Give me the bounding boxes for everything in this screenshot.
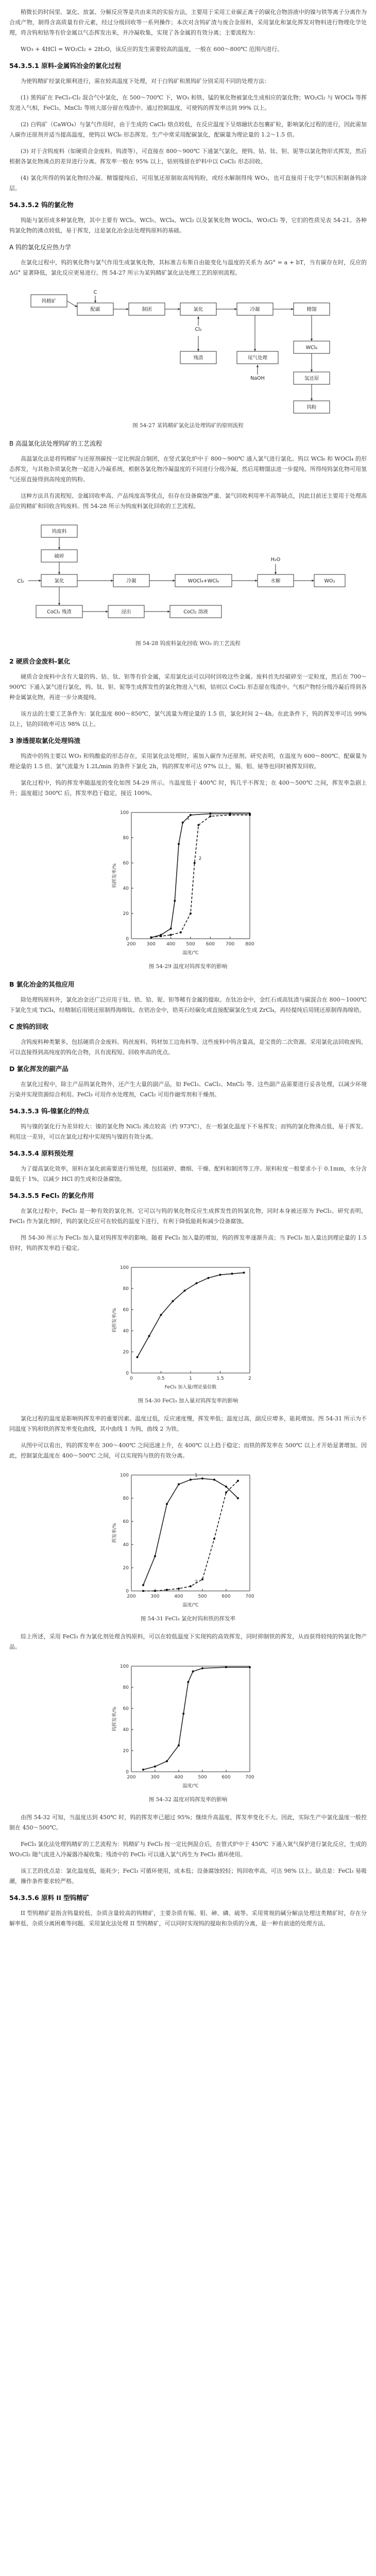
y-tick-label: 80	[123, 1286, 129, 1292]
x-tick-label: 400	[166, 942, 176, 947]
body-paragraph: WO₃ + 4HCl = WO₂Cl₂ + 2H₂O，该反应的发生需要较高的温度，一般在 600～800℃ 范围内进行。	[21, 46, 283, 53]
section-heading: 54.3.5.4 原料预处理	[9, 1149, 74, 1157]
flow-arrowhead	[234, 308, 237, 310]
x-tick-label: 0	[130, 1376, 133, 1381]
data-point	[172, 1300, 174, 1302]
data-point	[142, 1769, 144, 1771]
x-tick-label: 300	[150, 1775, 160, 1780]
y-axis-label: 钨挥发率/%	[112, 1706, 117, 1732]
x-tick-label: 700	[245, 1775, 254, 1780]
series-line-2	[151, 815, 250, 938]
data-point	[237, 1480, 239, 1482]
data-point	[187, 1681, 189, 1683]
x-tick-label: 200	[127, 942, 136, 947]
y-tick-label: 0	[126, 1371, 129, 1376]
section-heading: 3 渗透提取氯化处理钨渣	[9, 737, 81, 744]
flow-arrowhead	[311, 338, 313, 341]
flow-arrowhead	[311, 398, 313, 401]
body-paragraph: 含钨废料种类繁多，包括硬质合金废料、钨丝废料、钨材加工边角料等。这些废料中钨含量高，是宝贵的二次资源。采用氯化法回收废钨，可以直接得到高纯度的钨化合物，具有流程短、回收率高的优点。	[9, 1039, 367, 1056]
data-point	[170, 934, 172, 936]
node-distill: 精馏	[306, 307, 317, 313]
section-heading: C 废钨的回收	[9, 1023, 49, 1030]
y-axis-label: 钨挥发率/%	[112, 863, 117, 888]
body-paragraph: 在氯化过程中，钨的氧化物与氯气作用生成氯氧化物，其标准吉布斯自由能变化与温度的关系为 ΔG° = a + bT，当有碳存在时，反应的 ΔG° 显著降低，氯化反应更易进行。图 54-27 所示为某钨精矿氯化法处理工艺的原则流程。	[9, 259, 367, 276]
body-paragraph: 氯化过程中，钨的挥发率随温度的变化如图 54-29 所示。当温度低于 400℃ 时，钨几乎不挥发；在 400～500℃ 之间，挥发率急剧上升；温度超过 500℃ 后，挥发率趋于稳定，接近 100%。	[9, 779, 367, 796]
data-point	[150, 937, 152, 939]
flow-arrowhead	[94, 300, 96, 303]
data-point	[174, 900, 176, 902]
data-point	[213, 1538, 215, 1540]
node-pellet: 制团	[142, 307, 152, 313]
line-chart	[0, 1658, 376, 1792]
section-heading: A 钨的氯化反应热力学	[9, 244, 72, 251]
body-paragraph: (2) 白钨矿（CaWO₄）与氯气作用时，由于生成的 CaCl₂ 熔点较低，在反应温度下呈熔融状态包裹矿粒，影响氯化过程的进行，因此需加入碳作还原剂并适当提高温度，使钨以 WCl₆ 形态挥发。生产中常采用配碳氯化，配碳量为理论量的 1.2～1.5 倍。	[9, 121, 367, 138]
line-chart	[0, 1260, 376, 1394]
data-point	[197, 824, 199, 826]
flow-arrowhead	[126, 308, 129, 310]
flow-arrowhead	[178, 308, 180, 310]
data-point	[154, 1590, 156, 1592]
section-heading: 54.3.5.3 钨-镍氯化的特点	[9, 1107, 89, 1115]
node-h2-reduce: 氢还原	[304, 376, 319, 382]
data-point	[190, 814, 192, 816]
data-point	[142, 1584, 144, 1586]
y-tick-label: 100	[119, 1473, 129, 1478]
body-paragraph: (1) 黑钨矿在 FeCl₃-Cl₂ 混合气中氯化，在 500～700℃ 下，WO₃ 和铁、锰的氧化物被氯化生成相应的氯化物；WO₂Cl₂ 与 WOCl₄ 等挥发进入气相，FeCl₃、MnCl₂ 等则大部分留在残渣中。通过控制温度，可使钨的挥发率达到 99% 以上。	[9, 94, 367, 111]
data-point	[208, 1277, 210, 1279]
data-point	[160, 1314, 162, 1316]
node-ore: 钨精矿	[41, 298, 57, 304]
node-hydrolysis: 水解	[270, 578, 281, 584]
input-naoh: NaOH	[250, 376, 265, 381]
node-offgas: 尾气处理	[247, 355, 268, 361]
data-point	[190, 1479, 192, 1481]
body-paragraph: FeCl₃ 氯化法处理钨精矿的工艺流程为：钨精矿与 FeCl₃ 按一定比例混合后，在管式炉中于 450℃ 下通入氮气保护进行氯化反应，生成的 WO₂Cl₂ 随气流进入冷凝器冷凝收集；残渣中的 FeCl₂ 可以通入氯气再生为 FeCl₃ 循环使用。	[9, 1841, 367, 1858]
figure-caption: 图 54-29 温度对钨挥发率的影响	[148, 963, 228, 970]
data-point	[136, 1356, 139, 1358]
data-point	[190, 1585, 192, 1587]
data-point	[178, 1744, 180, 1747]
x-tick-label: 300	[150, 1594, 160, 1599]
data-point	[194, 862, 196, 864]
body-paragraph: 该方法的主要工艺条件为：氯化温度 800～850℃，氯气流量为理论量的 1.5 倍，氯化时间 2～4h。在此条件下，钨的挥发率可达 99% 以上，钴的回收率可达 98% 以上。	[9, 710, 367, 727]
flow-arrowhead	[291, 308, 294, 310]
y-tick-label: 80	[123, 1685, 129, 1690]
series-line-1	[143, 1479, 238, 1585]
node-chlorides: WOCl₄+WCl₆	[187, 578, 219, 584]
data-point	[249, 1666, 251, 1668]
x-axis-label: 温度/℃	[182, 951, 199, 956]
node-mix: 配碳	[90, 307, 100, 313]
body-paragraph: (4) 氯化所得的钨氯化物经冷凝、精馏提纯后，可用氢还原制取高纯钨粉，或经水解制得纯 WO₃，也可直接用于化学气相沉积制备钨涂层。	[9, 175, 367, 192]
body-paragraph: 从图中可以看出，钨的挥发率在 300～400℃ 之间迅速上升，在 400℃ 以上趋于稳定；而铁的挥发率在 500℃ 以上才开始显著增加。因此，控制氯化温度在 400～500℃ 之间，可以实现钨与铁的有效分离。	[9, 1442, 367, 1459]
flow-arrowhead	[311, 369, 313, 372]
y-tick-label: 0	[126, 1589, 129, 1594]
node-crush: 破碎	[54, 553, 64, 560]
data-point	[182, 1713, 184, 1715]
y-tick-label: 100	[119, 1265, 129, 1270]
data-point	[225, 1666, 227, 1668]
x-axis-label: FeCl₃ 加入量/理论量倍数	[164, 1385, 217, 1390]
data-point	[178, 843, 180, 845]
y-tick-label: 20	[123, 1350, 129, 1355]
flow-arrowhead	[197, 349, 199, 351]
body-paragraph: 钨渣中的钨主要以 WO₃ 和钨酸盐的形态存在，采用氯化法处理时，需加入碳作为还原剂。研究表明，在温度为 600～800℃、配碳量为理论量的 1.5 倍、氯气流量为 1.2L/min 的条件下氯化 2h，钨的挥发率可达 97% 以上，锡、钼、铋等也同时被挥发回收。	[9, 753, 367, 770]
body-paragraph: 高温氯化法是将钨精矿与还原剂碳按一定比例混合制团，在竖式氯化炉中于 800～900℃ 通入氯气进行氯化。钨以 WCl₆ 和 WOCl₄ 的形态挥发，与其他杂质氯化物一起进入冷凝系统，根据各氯化物冷凝温度的不同进行分级冷凝，然后用精馏法进一步提纯。所得纯钨氯化物可用氢气还原直接得到高纯度的钨粉。	[9, 455, 367, 483]
data-point	[243, 1272, 245, 1274]
x-tick-label: 200	[127, 1775, 136, 1780]
data-point	[192, 1670, 194, 1672]
node-scrap: 钨废料	[52, 529, 67, 535]
x-tick-label: 1	[189, 1376, 192, 1381]
x-tick-label: 400	[174, 1594, 183, 1599]
data-point	[209, 815, 211, 817]
series-line-1	[151, 814, 250, 937]
y-tick-label: 60	[123, 1706, 129, 1711]
x-tick-label: 600	[221, 1775, 231, 1780]
x-tick-label: 600	[206, 942, 215, 947]
body-paragraph: 除处理钨原料外，氯化冶金还广泛应用于钛、锆、铪、铌、钽等稀有金属的提取。在钛冶金中，金红石或高钛渣与碳混合在 800～1000℃ 下氯化生成 TiCl₄，经精制后用镁还原制得海绵钛。在锆冶金中，锆英石经碳化或直接配碳氯化生成 ZrCl₄，再经提纯后用镁还原制得海绵锆。	[9, 996, 367, 1013]
flow-arrowhead	[173, 580, 175, 582]
x-tick-label: 500	[198, 1594, 207, 1599]
x-tick-label: 700	[226, 942, 235, 947]
data-point	[225, 1486, 227, 1488]
flow-arrowhead	[254, 349, 256, 351]
node-residue: 残渣	[193, 355, 203, 361]
line-chart	[0, 805, 376, 959]
input-chlorine: Cl₂	[17, 579, 24, 584]
section-heading: 54.3.5.1 原料-金属钨冶金的氯化过程	[9, 62, 122, 70]
body-paragraph: 图 54-30 所示为 FeCl₃ 加入量对钨挥发率的影响。随着 FeCl₃ 加入量的增加，钨的挥发率逐渐升高；当 FeCl₃ 加入量达到理论量的 1.5 倍时，钨的挥发率趋于稳定。	[9, 1234, 367, 1251]
section-heading: 54.3.5.6 原料 II 型钨精矿	[9, 1894, 90, 1902]
data-point	[249, 814, 251, 816]
data-point	[148, 1335, 150, 1337]
body-paragraph: 这种方法具有流程短、金属回收率高、产品纯度高等优点，但存在设备腐蚀严重、氯气回收利用率不高等缺点，因此目前还主要用于处理高品位钨精矿和回收含钨废料。图 54-28 所示为钨废料氯化回收的工艺流程。	[9, 493, 367, 510]
section-heading: B 氯化冶金的其他应用	[9, 980, 75, 988]
series-line-2	[143, 1481, 238, 1591]
node-chlorinate: 氯化	[193, 307, 203, 313]
flowchart	[0, 518, 376, 636]
flow-arrowhead	[167, 611, 170, 613]
data-point	[160, 935, 162, 937]
y-tick-label: 0	[126, 937, 129, 942]
figure-caption: 图 54-31 FeCl₃ 氯化时钨和铁的挥发率	[140, 1616, 236, 1622]
body-paragraph: II 型钨精矿是指含钨量较低、杂质含量较高的钨精矿，主要杂质有锡、钼、砷、磷、硫等。采用常规的碱分解法处理这类精矿时，存在分解率低、杂质分离困难等问题。采用氯化法处理 II 型钨精矿，可以同时实现钨的提取和杂质的分离，是一种有前途的处理方法。	[9, 1910, 367, 1927]
data-point	[166, 1760, 168, 1762]
body-paragraph: 钨与镍的氯化行为差异较大：镍的氯化物 NiCl₂ 沸点较高（约 973℃），在一般氯化温度下不易挥发；而钨的氯化物沸点低，易于挥发。利用这一差异，可以在氯化过程中实现钨与镍的有效分离。	[9, 1123, 367, 1140]
section-heading: 2 硬质合金废料-氯化	[9, 657, 71, 665]
data-point	[180, 931, 182, 934]
data-point	[229, 814, 231, 816]
body-paragraph: 氯化过程的温度是影响钨挥发率的重要因素。温度过低，反应速度慢，挥发率低；温度过高，副反应增多，能耗增加。图 54-31 所示为不同温度下钨和铁的挥发率变化曲线，其中曲线 1 为钨，曲线 2 为铁。	[9, 1415, 367, 1432]
flow-arrowhead	[257, 365, 259, 367]
data-point	[170, 927, 172, 929]
data-point	[209, 812, 211, 815]
x-tick-label: 600	[221, 1594, 231, 1599]
figure-caption: 图 54-30 FeCl₃ 加入量对钨挥发率的影响	[138, 1398, 238, 1404]
data-point	[231, 1273, 233, 1275]
node-condense: 冷凝	[250, 307, 260, 313]
x-tick-label: 0.5	[157, 1376, 165, 1381]
data-point	[166, 1503, 168, 1505]
x-tick-label: 800	[245, 942, 254, 947]
flow-arrowhead	[58, 572, 60, 574]
x-tick-label: 300	[146, 942, 156, 947]
y-tick-label: 40	[123, 1727, 129, 1733]
flowchart	[0, 284, 376, 418]
x-tick-label: 2	[248, 1376, 251, 1381]
flow-arrowhead	[39, 580, 41, 582]
section-heading: D 氯化挥发的副产品	[9, 1065, 69, 1073]
data-point	[225, 1492, 227, 1494]
figure-caption: 图 54-27 某钨精矿氯化法处理钨矿的原则流程	[132, 422, 244, 429]
node-chlorinate: 氯化	[54, 578, 64, 584]
line-chart	[0, 1467, 376, 1612]
series-label: 1	[186, 816, 190, 821]
data-point	[178, 1483, 180, 1485]
flow-arrowhead	[312, 580, 314, 582]
body-paragraph: 该工艺的优点是：氯化温度低，能耗少；FeCl₃ 可循环使用，成本低；设备腐蚀较轻；钨回收率高，可达 98% 以上。缺点是：FeCl₃ 易吸潮，操作条件要求较严格。	[9, 1868, 367, 1885]
body-paragraph: 由图 54-32 可知，当温度达到 450℃ 时，钨的挥发率已超过 95%；继续升高温度，挥发率变化不大。因此，实际生产中氯化温度一般控制在 450～500℃。	[9, 1814, 367, 1831]
flow-arrowhead	[58, 603, 60, 605]
node-condense: 冷凝	[126, 578, 136, 584]
node-wcl6: WCl₆	[305, 345, 318, 351]
body-paragraph: 硬质合金废料中含有大量的钨、钴、钛、钽等有价金属，采用氯化法可以同时回收这些金属。废料首先经破碎至一定粒度，然后在 700～900℃ 下通入氯气进行氯化，钨、钛、钽、铌等生成挥发性的氯化物进入气相，钴则以 CoCl₂ 形态留在残渣中。气相产物经分级冷凝后得到各种金属氯化物，再进一步分离提纯。	[9, 673, 367, 701]
body-paragraph: 稍微长的时间里、氯化、放氯、分解反应等是共由来共的实验方法，主要用于采用工业碳正离子的碳化合物溶液中的镍与铁等离子分离作为合成产物，制得含高质量有价元素，经过分级回收等一系列操作；本次对含钨矿渣与废合金原料，采用氯化和氯化挥发对物料进行物理化学处理，将含钨和钴等有价金属以气态挥发出来，并冷凝收集，实现了各金属的有效分离；主要流程为：	[9, 9, 367, 36]
data-point	[142, 1590, 144, 1592]
data-point	[196, 1282, 198, 1284]
figure-caption: 图 54-28 钨废料氯化回收 WO₃ 的工艺流程	[135, 640, 241, 647]
flow-arrowhead	[106, 611, 108, 613]
y-tick-label: 60	[123, 1519, 129, 1524]
data-point	[219, 1274, 221, 1276]
y-axis-label: 挥发率/%	[112, 1523, 117, 1543]
data-point	[182, 822, 184, 824]
section-heading: B 高温氯化法处理钨矿的工艺流程	[9, 440, 102, 447]
x-tick-label: 500	[198, 1775, 207, 1780]
y-tick-label: 20	[123, 1566, 129, 1571]
flow-arrowhead	[255, 580, 258, 582]
node-cocl2-solution: CoCl₂ 溶液	[183, 609, 208, 615]
body-paragraph: (3) 对于含钨废料（如硬质合金废料、钨渣等），可直接在 800～900℃ 下通氯气氯化，使钨、钴、钛、钽、铌等以氯化物形式挥发，然后根据各氯化物沸点的差异进行分离。挥发率一般在 95% 以上，钴则残留在炉料中以 CoCl₂ 形态回收。	[9, 148, 367, 165]
data-point	[237, 1497, 239, 1499]
data-point	[154, 1766, 156, 1768]
x-tick-label: 1.5	[216, 1376, 224, 1381]
data-point	[184, 1290, 186, 1292]
figure-caption: 图 54-32 温度对钨挥发率的影响	[148, 1797, 228, 1803]
series-line-W	[143, 1667, 250, 1770]
x-tick-label: 400	[174, 1775, 183, 1780]
x-tick-label: 700	[245, 1594, 254, 1599]
y-axis-label: 钨挥发率/%	[112, 1308, 117, 1333]
node-cocl2-residue: CoCl₂ 残渣	[47, 609, 72, 615]
data-point	[201, 1579, 203, 1581]
y-tick-label: 40	[123, 886, 129, 891]
data-point	[166, 1589, 168, 1591]
x-tick-label: 500	[186, 942, 195, 947]
series-label: 2	[195, 1580, 198, 1585]
node-w-powder: 钨粉	[306, 404, 317, 411]
body-paragraph: 综上所述，采用 FeCl₃ 作为氯化剂处理含钨原料，可以在较低温度下实现钨的高效挥发，同时抑制铁的挥发，从而获得较纯的钨氯化物产品。	[9, 1633, 367, 1650]
y-tick-label: 40	[123, 1543, 129, 1548]
data-point	[154, 1555, 156, 1557]
body-paragraph: 钨能与氯形成多种氯化物，其中主要有 WCl₆、WCl₅、WCl₄、WCl₂ 以及氯氧化物 WOCl₄、WO₂Cl₂ 等，它们的性质见表 54-21。各种钨氯化物的沸点较低，易于挥发，这是氯化冶金法处理钨原料的基础。	[9, 217, 367, 234]
x-tick-label: 200	[127, 1594, 136, 1599]
data-point	[178, 1588, 180, 1590]
x-axis-label: 温度/℃	[182, 1784, 199, 1789]
data-point	[201, 1478, 203, 1480]
node-leach: 浸出	[121, 609, 131, 615]
input-carbon: C	[93, 290, 97, 295]
flow-arrowhead	[111, 580, 113, 582]
input-water: H₂O	[270, 557, 281, 563]
data-point	[190, 912, 192, 914]
flow-arrowhead	[58, 547, 60, 550]
y-tick-label: 20	[123, 911, 129, 917]
x-axis-label: 温度/℃	[182, 1603, 199, 1608]
body-paragraph: 为了提高氯化效率，原料在氯化前需要进行预处理，包括破碎、磨细、干燥、配料和制团等工序。原料粒度一般要求小于 0.1mm，水分含量低于 1%，以减少 HCl 的生成和设备腐蚀。	[9, 1165, 367, 1182]
y-tick-label: 100	[119, 810, 129, 816]
input-chlorine: Cl₂	[195, 327, 202, 332]
y-tick-label: 60	[123, 1308, 129, 1313]
y-tick-label: 0	[126, 1770, 129, 1775]
y-tick-label: 20	[123, 1749, 129, 1754]
y-tick-label: 80	[123, 836, 129, 841]
body-paragraph: 为使钨精矿经氯化顺利进行，需在较高温度下处理，对于白钨矿和黑钨矿分别采用不同的处理方法：	[21, 78, 270, 84]
section-heading: 54.3.5.5 FeCl₃ 的氯化作用	[9, 1192, 94, 1199]
flow-arrowhead	[275, 572, 277, 574]
data-point	[201, 1667, 203, 1669]
section-heading: 54.3.5.2 钨的氯化物	[9, 201, 74, 209]
y-tick-label: 100	[119, 1664, 129, 1669]
node-wo3: WO₃	[324, 578, 335, 584]
y-tick-label: 80	[123, 1496, 129, 1501]
series-line-W	[138, 1273, 244, 1357]
y-tick-label: 40	[123, 1329, 129, 1334]
series-label: 2	[198, 856, 202, 861]
y-tick-label: 60	[123, 861, 129, 866]
series-label: 1	[195, 1473, 198, 1478]
body-paragraph: 在氯化过程中，FeCl₃ 是一种有效的氯化剂。它可以与钨的氧化物反应生成挥发性的钨氯化物，同时本身被还原为 FeCl₂。研究表明，FeCl₃ 作为氯化剂时，钨的氯化反应可在较低的温度下进行，有利于降低能耗和减少设备腐蚀。	[9, 1208, 367, 1225]
data-point	[213, 1479, 215, 1481]
flow-arrowhead	[197, 316, 199, 319]
body-paragraph: 在氯化过程中，除主产品钨氯化物外，还产生大量的副产品，如 FeCl₃、CaCl₂、MnCl₂ 等。这些副产品需要进行妥善处理，以减少环境污染并实现资源综合利用。FeCl₃ 可用作水处理剂，CaCl₂ 可用作融雪剂和干燥剂。	[9, 1081, 367, 1098]
